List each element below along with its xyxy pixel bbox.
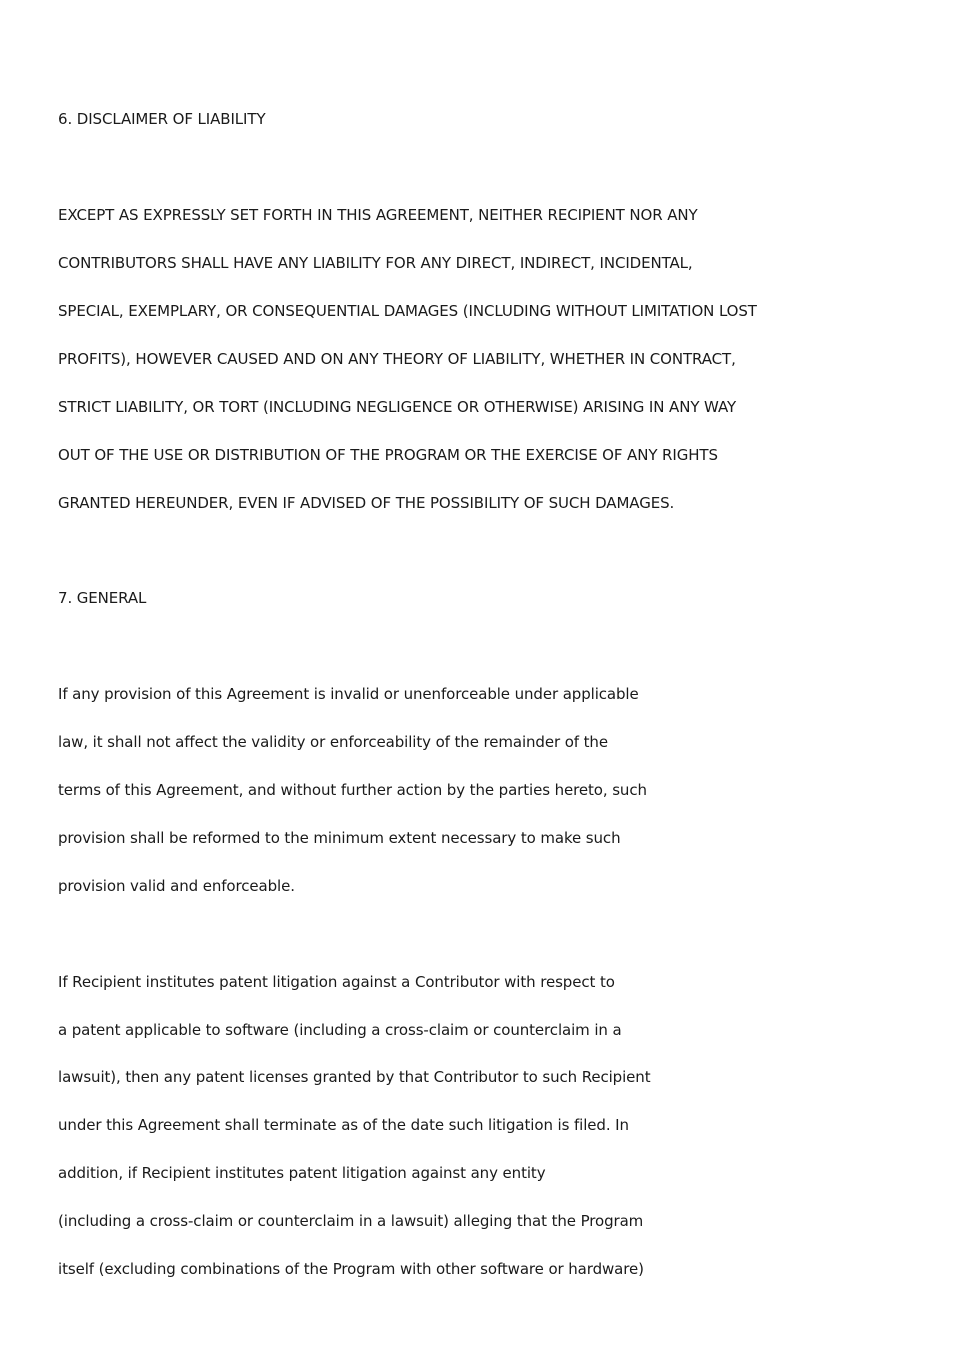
general-paragraph1-line: provision valid and enforceable. bbox=[58, 877, 295, 895]
disclaimer-line: SPECIAL, EXEMPLARY, OR CONSEQUENTIAL DAMAGES (INCLUDING WITHOUT LIMITATION LOST bbox=[58, 302, 757, 320]
disclaimer-line: PROFITS), HOWEVER CAUSED AND ON ANY THEORY OF LIABILITY, WHETHER IN CONTRACT, bbox=[58, 350, 736, 368]
disclaimer-line: GRANTED HEREUNDER, EVEN IF ADVISED OF THE POSSIBILITY OF SUCH DAMAGES. bbox=[58, 494, 675, 512]
general-paragraph2-line: under this Agreement shall terminate as of the date such litigation is filed. In bbox=[58, 1116, 629, 1134]
general-paragraph2-line: lawsuit), then any patent licenses granted by that Contributor to such Recipient bbox=[58, 1068, 651, 1086]
general-paragraph2-line: a patent applicable to software (including a cross-claim or counterclaim in a bbox=[58, 1021, 622, 1039]
general-paragraph2-line: addition, if Recipient institutes patent litigation against any entity bbox=[58, 1164, 546, 1182]
disclaimer-line: OUT OF THE USE OR DISTRIBUTION OF THE PROGRAM OR THE EXERCISE OF ANY RIGHTS bbox=[58, 446, 718, 464]
section-heading-disclaimer: 6. DISCLAIMER OF LIABILITY bbox=[58, 110, 266, 128]
general-paragraph2-line: If Recipient institutes patent litigation against a Contributor with respect to bbox=[58, 973, 615, 991]
disclaimer-line: EXCEPT AS EXPRESSLY SET FORTH IN THIS AGREEMENT, NEITHER RECIPIENT NOR ANY bbox=[58, 206, 698, 224]
section-heading-general: 7. GENERAL bbox=[58, 589, 147, 607]
general-paragraph2-line: (including a cross-claim or counterclaim in a lawsuit) alleging that the Program bbox=[58, 1212, 644, 1230]
general-paragraph1-line: If any provision of this Agreement is invalid or unenforceable under applicable bbox=[58, 685, 639, 703]
general-paragraph1-line: terms of this Agreement, and without further action by the parties hereto, such bbox=[58, 781, 647, 799]
general-paragraph1-line: law, it shall not affect the validity or enforceability of the remainder of the bbox=[58, 733, 608, 751]
disclaimer-line: CONTRIBUTORS SHALL HAVE ANY LIABILITY FOR ANY DIRECT, INDIRECT, INCIDENTAL, bbox=[58, 254, 693, 272]
general-paragraph1-line: provision shall be reformed to the minimum extent necessary to make such bbox=[58, 829, 621, 847]
disclaimer-line: STRICT LIABILITY, OR TORT (INCLUDING NEGLIGENCE OR OTHERWISE) ARISING IN ANY WAY bbox=[58, 398, 737, 416]
general-paragraph2-line: itself (excluding combinations of the Program with other software or hardware) bbox=[58, 1260, 644, 1278]
